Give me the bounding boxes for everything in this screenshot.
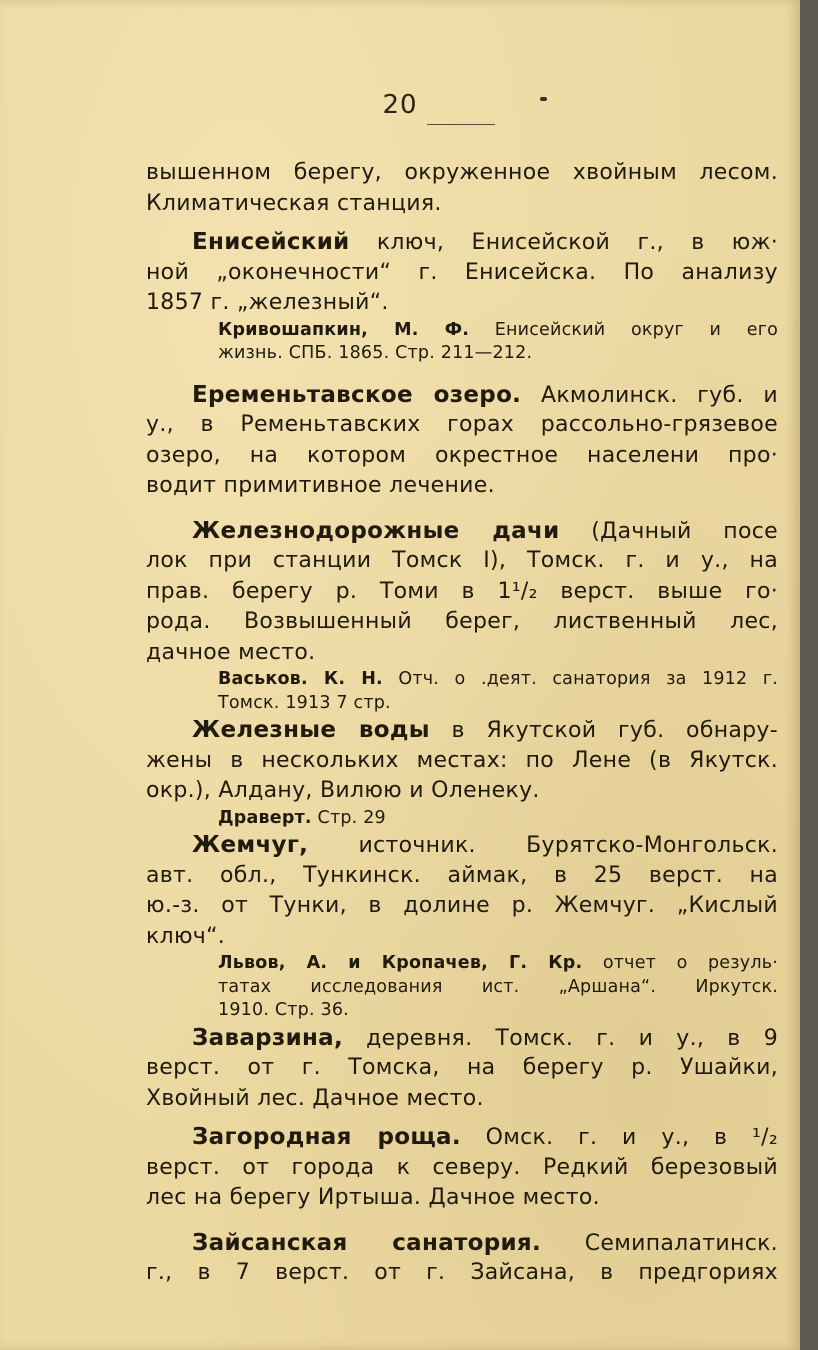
entry-eniseisky: [146, 227, 778, 258]
text-line: у., в Ременьтавских горах рассольно-грязевое: [146, 412, 778, 437]
entry-text: источник. Бурятско-Монгольск.: [308, 833, 778, 858]
text-line: верст. от города к северу. Редкий березовый: [146, 1154, 778, 1180]
reference-text: Енисейский округ и его: [469, 319, 778, 340]
text-line: верст. от г. Томска, на берегу р. Ушайки,: [146, 1055, 778, 1080]
text-line: дачное место.: [146, 639, 316, 665]
entry-text: Омск. г. и у., в ¹/₂: [460, 1125, 778, 1150]
entry-text: деревня. Томск. г. и у., в 9: [343, 1025, 778, 1051]
text-line: водит примитивное лечение.: [146, 473, 495, 498]
reference: [146, 319, 778, 343]
text-line: вышенном берегу, окруженное хвойным лесом.: [146, 160, 778, 185]
text-line: ной „оконечности“ г. Енисейска. По анализу: [146, 259, 778, 285]
entry-text: ключ, Енисейской г., в юж·: [349, 230, 778, 255]
entry-heading: Енисейский: [192, 229, 350, 255]
text-line: Хвойный лес. Дачное место.: [146, 1085, 484, 1111]
text-line: прав. берегу р. Томи в 1¹/₂ верст. выше го·: [146, 578, 778, 604]
entry-zhemchug: [146, 830, 778, 861]
printer-mark: [540, 97, 547, 101]
text-line: рода. Возвышенный берег, лиственный лес,: [146, 609, 778, 634]
reference: 1910. Стр. 36.: [218, 1000, 349, 1020]
entry-heading: Еременьтавское озеро.: [192, 381, 522, 408]
text-line: авт. обл., Тункинск. аймак, в 25 верст. на: [146, 862, 778, 888]
text-line: озеро, на котором окрестное населени про·: [146, 442, 778, 468]
reference: татах исследования ист. „Аршана“. Иркутск.: [218, 976, 778, 997]
entry-heading: Загородная роща.: [192, 1124, 461, 1150]
text-line: лес на берегу Иртыша. Дачное место.: [146, 1185, 600, 1210]
text-line: окр.), Алдану, Вилюю и Оленеку.: [146, 778, 540, 803]
reference: [146, 668, 778, 692]
text-line: лок при станции Томск I), Томск. г. и у., на: [146, 548, 778, 573]
reference-text: Отч. о .деят. санатория за 1912 г.: [382, 669, 778, 689]
entry-heading: Жемчуг,: [192, 832, 309, 858]
text-line: г., в 7 верст. от г. Зайсана, в предгориях: [146, 1260, 778, 1285]
entry-zagorodnaya-roshcha: [146, 1122, 778, 1153]
page-number-rule: [427, 124, 495, 125]
reference-text: Стр. 29: [311, 807, 386, 828]
entry-heading: Железнодорожные дачи: [192, 517, 560, 544]
text-line: жены в нескольких местах: по Лене (в Якутск.: [146, 747, 778, 773]
page-number: 20: [382, 90, 418, 120]
text-line: ю.-з. от Тунки, в долине р. Жемчуг. „Кислый: [146, 893, 778, 918]
reference-author: Драверт.: [218, 807, 312, 828]
entry-text: (Дачный посе: [559, 518, 778, 544]
text-line: ключ“.: [146, 923, 226, 949]
entry-zheleznodorozhnye-dachi: [146, 516, 778, 547]
reference: Томск. 1913 7 стр.: [218, 692, 391, 713]
reference: жизнь. СПБ. 1865. Стр. 211—212.: [218, 343, 533, 363]
entry-heading: Зайсанская санатория.: [192, 1229, 542, 1256]
entry-eremeniataskoe: [146, 380, 778, 411]
body-text: [146, 158, 778, 1289]
entry-heading: Заварзина,: [192, 1024, 344, 1051]
reference-author: Кривошапкин, М. Ф.: [218, 319, 470, 340]
text-line: Климатическая станция.: [146, 190, 442, 216]
page-edge: [800, 0, 818, 1350]
text-line: 1857 г. „железный“.: [146, 290, 389, 315]
entry-zaisanskaya-sanatoriya: [146, 1228, 778, 1259]
reference-author: Васьков. К. Н.: [218, 669, 383, 689]
entry-heading: Железные воды: [192, 717, 430, 743]
reference: [146, 952, 778, 976]
entry-zavarzina: [146, 1023, 778, 1054]
entry-zheleznye-vody: [146, 715, 778, 746]
reference: [146, 807, 778, 831]
reference-text: отчет о резуль·: [582, 953, 778, 973]
entry-text: Семипалатинск.: [541, 1230, 778, 1256]
entry-text: в Якутской губ. обнару-: [429, 718, 778, 743]
entry-text: Акмолинск. губ. и: [521, 382, 778, 408]
reference-author: Львов, А. и Кропачев, Г. Кр.: [218, 953, 583, 973]
